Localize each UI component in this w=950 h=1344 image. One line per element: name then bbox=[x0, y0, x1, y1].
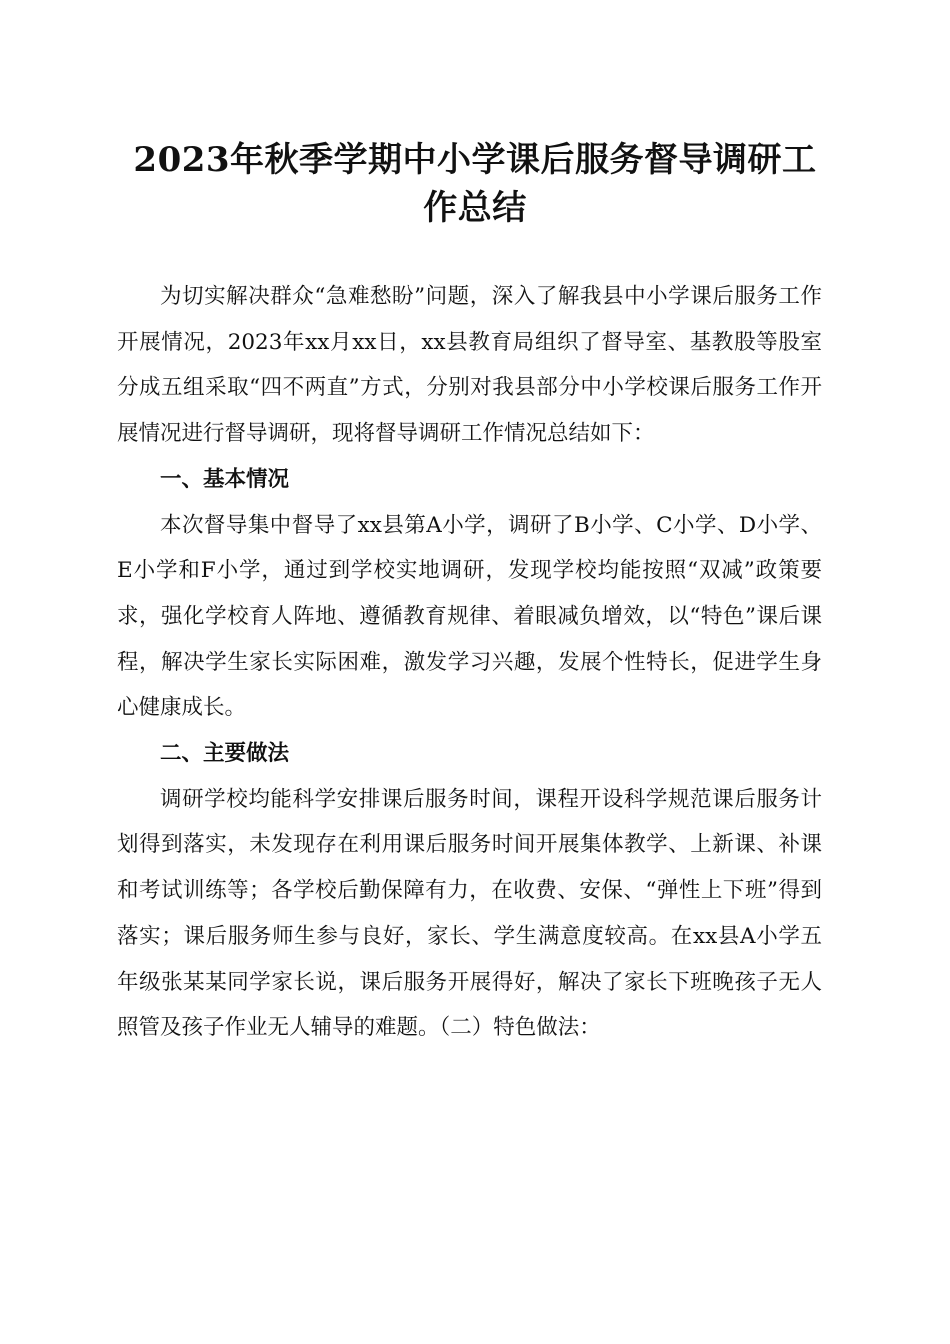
document-title: 2023年秋季学期中小学课后服务督导调研工作总结 bbox=[133, 140, 817, 228]
basic-situation-paragraph: 本次督导集中督导了xx县第A小学，调研了B小学、C小学、D小学、E小学和F小学，通过到学校实地调研，发现学校均能按照“双减”政策要求，强化学校育人阵地、遵循教育规律、着眼减负增效，以“特色”课后课程，解决学生家长实际困难，激发学习兴趣，发展个性特长，促进学生身心健康成长。 bbox=[117, 512, 822, 721]
document-body bbox=[117, 274, 822, 1051]
section-heading-main-practices: 二、主要做法 bbox=[160, 741, 290, 767]
intro-paragraph: 为切实解决群众“急难愁盼”问题，深入了解我县中小学课后服务工作开展情况，2023年xx月xx日，xx县教育局组织了督导室、基教股等股室分成五组采取“四不两直”方式，分别对我县部分中小学校课后服务工作开展情况进行督导调研，现将督导调研工作情况总结如下： bbox=[117, 284, 822, 447]
main-practices-paragraph: 调研学校均能科学安排课后服务时间，课程开设科学规范课后服务计划得到落实，未发现存在利用课后服务时间开展集体教学、上新课、补课和考试训练等；各学校后勤保障有力，在收费、安保、“弹性上下班”得到落实；课后服务师生参与良好，家长、学生满意度较高。在xx县A小学五年级张某某同学家长说，课后服务开展得好，解决了家长下班晚孩子无人照管及孩子作业无人辅导的难题。（二）特色做法： bbox=[117, 786, 822, 1041]
section-heading-basic-situation: 一、基本情况 bbox=[160, 466, 290, 492]
